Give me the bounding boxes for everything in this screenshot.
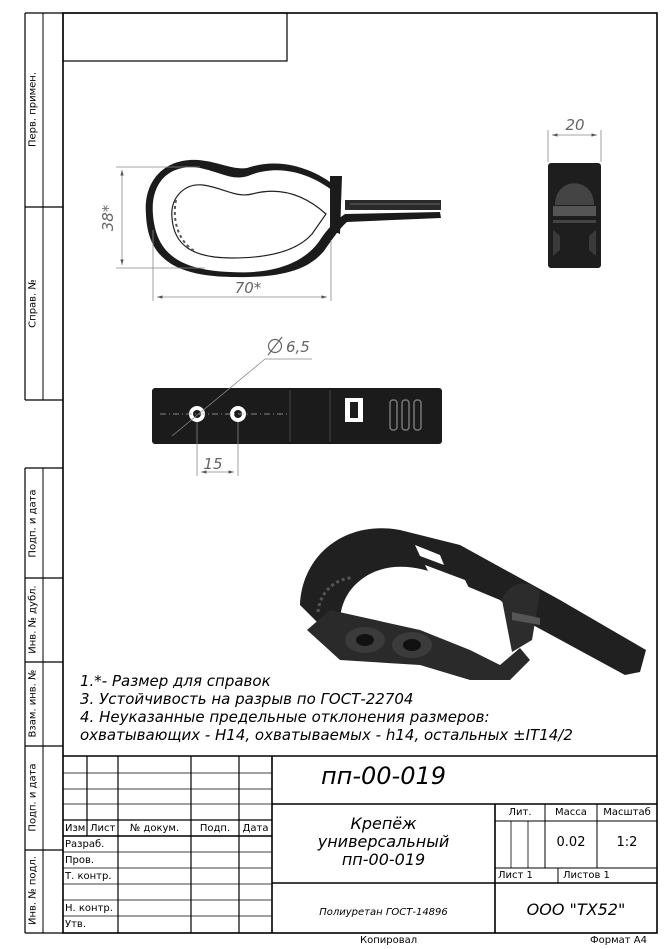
row-razrab: Разраб. xyxy=(65,839,105,850)
label-podp-data-2: Подп. и дата xyxy=(27,763,39,832)
dim-hole-diameter: 6,5 xyxy=(286,338,310,356)
col-mass: Масса xyxy=(555,807,587,818)
footer-format: Формат А4 xyxy=(590,935,647,946)
row-prov: Пров. xyxy=(65,855,95,866)
part-name-line-1: Крепёж xyxy=(350,814,417,833)
top-view xyxy=(152,388,442,444)
front-view xyxy=(146,160,441,277)
sheets-total: Листов 1 xyxy=(563,870,610,881)
header-izm: Изм. xyxy=(65,823,89,834)
header-list: Лист xyxy=(90,823,116,834)
isometric-view xyxy=(300,528,646,680)
label-vzam-inv: Взам. инв. № xyxy=(27,669,39,738)
mass-value: 0.02 xyxy=(556,835,586,850)
footer-copied: Копировал xyxy=(360,935,418,946)
header-sign: Подп. xyxy=(199,823,231,834)
part-name-line-3: пп-00-019 xyxy=(341,850,426,869)
header-date: Дата xyxy=(242,823,269,834)
material: Полиуретан ГОСТ-14896 xyxy=(319,907,448,918)
note-1: 1.*- Размер для справок xyxy=(80,672,271,690)
end-view xyxy=(548,163,601,268)
dim-width-top: 20 xyxy=(565,116,585,134)
header-doc: № докум. xyxy=(129,823,180,834)
col-lit: Лит. xyxy=(508,807,532,818)
row-utv: Утв. xyxy=(65,919,86,930)
label-inv-dubl: Инв. № дубл. xyxy=(27,585,39,654)
label-inv-podl: Инв. № подл. xyxy=(27,856,39,925)
organization: ООО "ТХ52" xyxy=(526,900,626,919)
row-nkontr: Н. контр. xyxy=(65,903,113,914)
label-podp-data-1: Подп. и дата xyxy=(27,489,39,558)
diameter-symbol xyxy=(268,337,282,355)
col-scale: Масштаб xyxy=(603,807,651,818)
label-sprav-no: Справ. № xyxy=(27,279,39,328)
dim-hole-spacing: 15 xyxy=(203,455,223,473)
part-name-line-2: универсальный xyxy=(317,832,450,851)
dim-length: 70* xyxy=(234,279,262,297)
part-name xyxy=(272,815,495,869)
note-3: 4. Неуказанные предельные отклонения размеров: xyxy=(80,708,490,726)
scale-value: 1:2 xyxy=(616,835,638,850)
note-4: охватывающих - H14, охватываемых - h14, остальных ±IT14/2 xyxy=(80,726,573,744)
note-2: 3. Устойчивость на разрыв по ГОСТ-22704 xyxy=(80,690,414,708)
sheet-number: Лист 1 xyxy=(498,870,533,881)
dim-height: 38* xyxy=(99,204,117,232)
designation: пп-00-019 xyxy=(320,762,447,790)
row-tkontr: Т. контр. xyxy=(65,871,112,882)
label-perv-primen: Перв. примен. xyxy=(27,71,39,148)
